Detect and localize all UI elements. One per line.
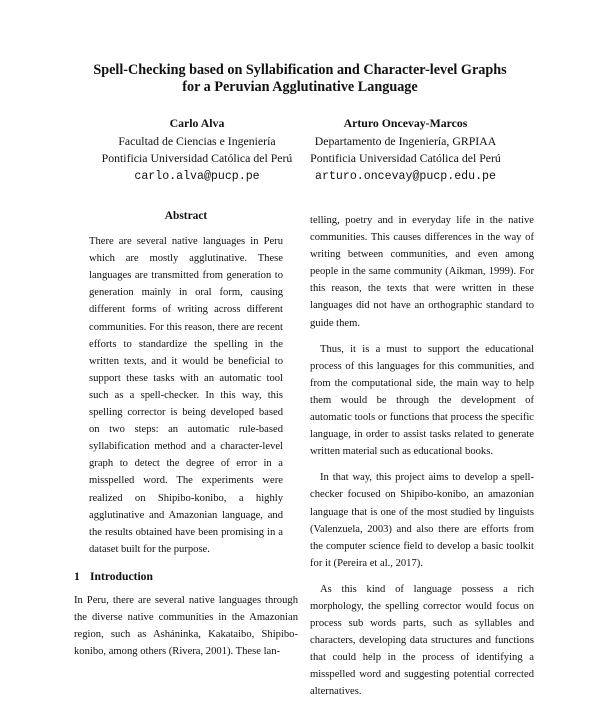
section-heading-introduction bbox=[74, 568, 298, 585]
intro-paragraph-1: In Peru, there are several native languages through the diverse native communities in the Amazonian region, such as Asháninka, Kakataibo, Shipibo-konibo, among others (Rivera, 2001). These lan- bbox=[74, 594, 298, 658]
right-column bbox=[310, 212, 534, 710]
author-affiliation: Pontificia Universidad Católica del Perú bbox=[101, 151, 293, 165]
author-email[interactable]: arturo.oncevay@pucp.edu.pe bbox=[315, 169, 496, 183]
author-block-2 bbox=[293, 115, 518, 185]
intro-paragraph-4: As this kind of language possess a rich morphology, the spelling corrector would focus on process sub words parts, such as syllables and characters, developing data structures and functions that could help in the process of identifying a misspelled word and suggesting potential corrected alternatives. bbox=[310, 583, 534, 698]
intro-paragraph-continued: telling, poetry and in everyday life in the native communities. This causes differences in the way of writing between communities, and even among people in the same community (Aikman, 1999). For this reason, the texts that were written in these languages did not have an orthographic standard to guide them. bbox=[310, 215, 534, 329]
abstract bbox=[74, 233, 298, 558]
intro-paragraph-2: Thus, it is a must to support the educational process of this languages for this communities, and from the computational side, the main way to help them would be through the development of automatic tools or functions that process the specific language, in order to assist tasks related to generate written material such as educational books. bbox=[310, 343, 534, 458]
author-block-1 bbox=[92, 115, 302, 185]
author-affiliation: Facultad de Ciencias e Ingeniería bbox=[118, 133, 276, 148]
section-number: 1 bbox=[74, 569, 80, 583]
author-affiliation: Pontificia Universidad Católica del Perú bbox=[310, 151, 501, 165]
abstract-text: There are several native languages in Peru which are mostly agglutinative. These languages are transmitted from generation to generation mainly in oral form, causing different forms of writing across different communities. For this reason, there are recent efforts to standardize the spelling in the written texts, and it would be beneficial to support these tasks with an automatic tool such as a spell-checker. In this way, this spelling corrector is being developed based on two steps: an automatic rule-based syllabification method and a character-level graph to detect the degree of error in a misspelled word. The experiments were realized on Shipibo-konibo, a highly agglutinative and Amazonian language, and the results obtained have been promising in a dataset built for the purpose. bbox=[89, 236, 283, 555]
intro-paragraph-3: In that way, this project aims to develop a spell-checker focused on Shipibo-konibo, an amazonian language that is one of the most studied by linguists (Valenzuela, 2003) and also there are efforts from the computer science field to develop a basic toolkit for it (Pereira et al., 2017). bbox=[310, 472, 534, 569]
author-affiliation: Departamento de Ingeniería, GRPIAA bbox=[314, 133, 497, 148]
left-column bbox=[74, 208, 298, 660]
section-title: Introduction bbox=[90, 569, 153, 583]
abstract-heading: Abstract bbox=[164, 210, 208, 222]
paper-title bbox=[40, 62, 560, 96]
author-email[interactable]: carlo.alva@pucp.pe bbox=[134, 169, 260, 183]
author-name: Arturo Oncevay-Marcos bbox=[343, 116, 468, 130]
author-name: Carlo Alva bbox=[169, 116, 225, 130]
title-line-1: Spell-Checking based on Syllabification and Character-level Graphs bbox=[93, 62, 507, 78]
title-line-2: for a Peruvian Agglutinative Language bbox=[182, 79, 418, 95]
